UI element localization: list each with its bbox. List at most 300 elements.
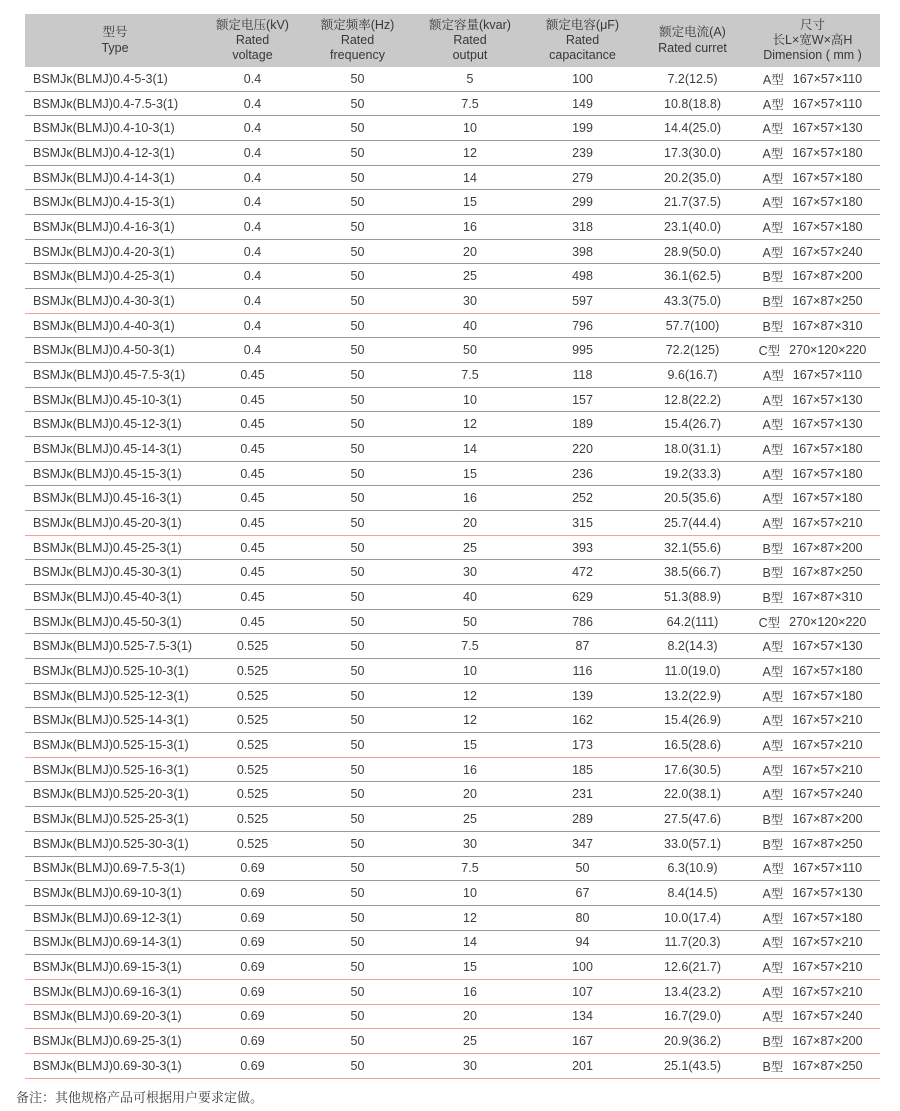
capacitance-cell: 252 (572, 491, 593, 506)
dimension-model: A型 (762, 664, 784, 679)
dimension-size: 167×57×210 (792, 984, 863, 999)
dimension-size: 167×57×180 (792, 491, 863, 506)
voltage-cell: 0.45 (240, 466, 265, 481)
table-row (25, 1054, 880, 1079)
type-cell: BSMJᴋ(BLMJ)0.4-10-3(1) (33, 121, 175, 136)
dimension-model: B型 (762, 541, 784, 556)
col-header-type (25, 14, 205, 67)
type-cell: BSMJᴋ(BLMJ)0.69-16-3(1) (33, 984, 182, 999)
dimension-size: 167×57×180 (792, 219, 863, 234)
type-cell: BSMJᴋ(BLMJ)0.45-7.5-3(1) (33, 367, 186, 382)
dimension-cell (745, 243, 880, 261)
voltage-cell: 0.525 (236, 787, 269, 802)
capacitance-cell: 220 (572, 441, 593, 456)
type-cell: BSMJᴋ(BLMJ)0.4-50-3(1) (33, 343, 175, 358)
type-cell: BSMJᴋ(BLMJ)0.69-30-3(1) (33, 1058, 182, 1073)
type-cell: BSMJᴋ(BLMJ)0.4-15-3(1) (33, 195, 175, 210)
frequency-cell: 50 (350, 960, 365, 975)
type-cell: BSMJᴋ(BLMJ)0.4-25-3(1) (33, 269, 175, 284)
type-cell: BSMJᴋ(BLMJ)0.525-14-3(1) (33, 713, 189, 728)
dimension-cell (745, 958, 880, 976)
dimension-model: A型 (762, 467, 784, 482)
capacitance-cell: 231 (572, 787, 593, 802)
frequency-cell: 50 (350, 836, 365, 851)
output-cell: 12 (463, 713, 477, 728)
type-cell: BSMJᴋ(BLMJ)0.525-12-3(1) (33, 688, 189, 703)
type-cell: BSMJᴋ(BLMJ)0.4-16-3(1) (33, 219, 175, 234)
dimension-size: 167×57×110 (792, 367, 863, 382)
current-cell: 15.4(26.9) (664, 713, 721, 728)
voltage-cell: 0.4 (243, 269, 262, 284)
dimension-model: A型 (762, 393, 784, 408)
output-cell: 5 (466, 71, 474, 86)
current-cell: 12.8(22.2) (664, 392, 721, 407)
current-cell: 7.2(12.5) (667, 71, 718, 86)
dimension-model: C型 (758, 615, 781, 630)
dimension-size: 167×57×180 (792, 910, 863, 925)
type-cell: BSMJᴋ(BLMJ)0.525-20-3(1) (33, 787, 189, 802)
col-header-capacitance (525, 14, 640, 67)
frequency-cell: 50 (350, 639, 365, 654)
frequency-cell: 50 (350, 1034, 365, 1049)
current-cell: 57.7(100) (665, 318, 720, 333)
capacitance-cell: 279 (572, 170, 593, 185)
frequency-cell: 50 (350, 935, 365, 950)
table-row (25, 955, 880, 980)
col-header-line: Rated (235, 32, 270, 47)
type-cell: BSMJᴋ(BLMJ)0.69-25-3(1) (33, 1034, 182, 1049)
voltage-cell: 0.69 (240, 1034, 265, 1049)
dimension-cell (745, 909, 880, 927)
capacitance-cell: 201 (572, 1058, 593, 1073)
dimension-model: A型 (762, 418, 784, 433)
dimension-model: A型 (762, 985, 784, 1000)
current-cell: 51.3(88.9) (664, 589, 721, 604)
dimension-model: A型 (762, 689, 784, 704)
capacitance-cell: 157 (572, 392, 593, 407)
col-header-line: 长L×宽W×高H (772, 32, 853, 47)
dimension-size: 167×87×310 (792, 589, 863, 604)
output-cell: 16 (463, 762, 477, 777)
col-header-line: 额定电流(A) (659, 25, 726, 40)
output-cell: 12 (463, 145, 477, 160)
capacitance-cell: 118 (572, 367, 593, 382)
type-cell: BSMJᴋ(BLMJ)0.45-30-3(1) (33, 565, 182, 580)
capacitance-cell: 139 (572, 688, 593, 703)
dimension-size: 167×87×200 (792, 1034, 863, 1049)
voltage-cell: 0.69 (240, 910, 265, 925)
capacitance-cell: 995 (572, 343, 593, 358)
output-cell: 16 (463, 219, 477, 234)
frequency-cell: 50 (350, 170, 365, 185)
voltage-cell: 0.45 (240, 515, 265, 530)
dimension-size: 167×57×110 (792, 71, 863, 86)
table-row (25, 215, 880, 240)
dimension-size: 167×57×180 (792, 441, 863, 456)
dimension-cell (745, 933, 880, 951)
table-row (25, 733, 880, 758)
dimension-size: 167×57×180 (792, 145, 863, 160)
capacitance-cell: 472 (572, 565, 593, 580)
table-header-row (25, 14, 880, 67)
current-cell: 20.2(35.0) (664, 170, 721, 185)
table-row (25, 289, 880, 314)
output-cell: 7.5 (461, 367, 479, 382)
dimension-size: 167×57×130 (792, 417, 863, 432)
dimension-size: 167×57×130 (792, 639, 863, 654)
dimension-size: 167×57×130 (792, 121, 863, 136)
dimension-cell (745, 267, 880, 285)
type-cell: BSMJᴋ(BLMJ)0.69-15-3(1) (33, 960, 182, 975)
frequency-cell: 50 (350, 1058, 365, 1073)
col-header-line: Type (101, 40, 129, 55)
current-cell: 25.1(43.5) (664, 1058, 721, 1073)
output-cell: 50 (463, 343, 477, 358)
type-cell: BSMJᴋ(BLMJ)0.525-25-3(1) (33, 811, 189, 826)
frequency-cell: 50 (350, 244, 365, 259)
voltage-cell: 0.69 (240, 935, 265, 950)
voltage-cell: 0.45 (240, 392, 265, 407)
dimension-size: 167×57×240 (792, 244, 863, 259)
frequency-cell: 50 (350, 1009, 365, 1024)
frequency-cell: 50 (350, 466, 365, 481)
col-header-line: Rated (453, 32, 487, 47)
dimension-size: 167×57×210 (792, 737, 863, 752)
type-cell: BSMJᴋ(BLMJ)0.45-16-3(1) (33, 491, 182, 506)
output-cell: 20 (463, 515, 477, 530)
table-row (25, 931, 880, 956)
output-cell: 16 (463, 491, 477, 506)
dimension-cell (745, 637, 880, 655)
dimension-model: A型 (762, 97, 784, 112)
type-cell: BSMJᴋ(BLMJ)0.45-10-3(1) (33, 392, 182, 407)
output-cell: 20 (463, 244, 477, 259)
table-row (25, 832, 880, 857)
dimension-model: A型 (762, 492, 784, 507)
output-cell: 30 (463, 836, 477, 851)
table-row (25, 67, 880, 92)
dimension-model: A型 (762, 714, 784, 729)
table-row (25, 486, 880, 511)
table-row (25, 412, 880, 437)
output-cell: 7.5 (461, 639, 479, 654)
frequency-cell: 50 (350, 984, 365, 999)
dimension-model: B型 (762, 590, 784, 605)
capacitance-cell: 796 (572, 318, 593, 333)
voltage-cell: 0.4 (243, 170, 262, 185)
col-header-line: voltage (232, 48, 273, 63)
current-cell: 33.0(57.1) (664, 836, 721, 851)
dimension-size: 167×87×200 (792, 811, 863, 826)
type-cell: BSMJᴋ(BLMJ)0.4-14-3(1) (33, 170, 175, 185)
dimension-cell (745, 391, 880, 409)
dimension-cell (745, 119, 880, 137)
frequency-cell: 50 (350, 713, 365, 728)
capacitance-cell: 236 (572, 466, 593, 481)
table-row (25, 462, 880, 487)
current-cell: 43.3(75.0) (664, 293, 721, 308)
dimension-size: 167×57×130 (792, 886, 863, 900)
voltage-cell: 0.4 (243, 145, 262, 160)
dimension-model: A型 (762, 368, 784, 383)
dimension-cell (745, 785, 880, 803)
capacitance-cell: 199 (572, 121, 593, 136)
col-header-voltage (205, 14, 300, 67)
frequency-cell: 50 (350, 762, 365, 777)
dimension-model: A型 (762, 122, 784, 137)
col-header-line: 额定电容(μF) (545, 17, 620, 32)
type-cell: BSMJᴋ(BLMJ)0.45-40-3(1) (33, 589, 182, 604)
dimension-model: B型 (762, 319, 784, 334)
output-cell: 10 (463, 663, 477, 678)
table-row (25, 1029, 880, 1054)
current-cell: 27.5(47.6) (664, 811, 721, 826)
dimension-cell (745, 736, 880, 754)
output-cell: 14 (463, 935, 477, 950)
output-cell: 20 (463, 787, 477, 802)
col-header-line: 尺寸 (799, 17, 825, 32)
col-header-line: Dimension ( mm ) (763, 48, 862, 63)
capacitance-cell: 347 (572, 836, 593, 851)
col-header-line: 额定频率(Hz) (320, 17, 395, 32)
dimension-cell (745, 489, 880, 507)
spec-table (25, 14, 880, 1079)
capacitance-cell: 149 (572, 96, 593, 111)
current-cell: 10.0(17.4) (664, 910, 721, 925)
dimension-cell (745, 613, 880, 631)
type-cell: BSMJᴋ(BLMJ)0.4-30-3(1) (33, 293, 175, 308)
type-cell: BSMJᴋ(BLMJ)0.69-14-3(1) (33, 935, 182, 950)
capacitance-cell: 173 (572, 737, 593, 752)
dimension-model: B型 (762, 1035, 784, 1050)
dimension-cell (745, 70, 880, 88)
current-cell: 72.2(125) (665, 343, 720, 358)
dimension-model: A型 (762, 171, 784, 186)
capacitance-cell: 100 (572, 960, 593, 975)
dimension-size: 167×87×250 (792, 1058, 863, 1073)
dimension-cell (745, 193, 880, 211)
dimension-size: 167×87×250 (792, 293, 863, 308)
table-row (25, 141, 880, 166)
col-header-line: 额定容量(kvar) (429, 17, 511, 32)
capacitance-cell: 162 (572, 713, 593, 728)
frequency-cell: 50 (350, 688, 365, 703)
type-cell: BSMJᴋ(BLMJ)0.45-50-3(1) (33, 614, 182, 629)
capacitance-cell: 597 (572, 293, 593, 308)
dimension-cell (745, 687, 880, 705)
col-header-line: frequency (330, 48, 385, 63)
dimension-cell (745, 761, 880, 779)
capacitance-cell: 134 (572, 1009, 593, 1024)
dimension-model: A型 (762, 640, 784, 655)
dimension-size: 167×57×210 (792, 960, 863, 975)
dimension-size: 167×57×180 (792, 663, 863, 678)
frequency-cell: 50 (350, 343, 365, 358)
dimension-size: 270×120×220 (789, 343, 867, 358)
frequency-cell: 50 (350, 71, 365, 86)
output-cell: 25 (463, 1034, 477, 1049)
dimension-cell (745, 859, 880, 877)
type-cell: BSMJᴋ(BLMJ)0.45-14-3(1) (33, 441, 182, 456)
capacitance-cell: 299 (572, 195, 593, 210)
output-cell: 7.5 (461, 96, 479, 111)
voltage-cell: 0.4 (243, 343, 262, 358)
dimension-model: A型 (762, 961, 784, 976)
dimension-cell (745, 884, 880, 902)
current-cell: 16.7(29.0) (664, 1009, 721, 1024)
frequency-cell: 50 (350, 910, 365, 925)
col-header-dimension (745, 14, 880, 67)
dimension-model: A型 (762, 738, 784, 753)
output-cell: 15 (463, 960, 477, 975)
voltage-cell: 0.45 (240, 614, 265, 629)
dimension-size: 167×57×180 (792, 170, 863, 185)
frequency-cell: 50 (350, 589, 365, 604)
current-cell: 16.5(28.6) (664, 737, 721, 752)
dimension-cell (745, 169, 880, 187)
table-row (25, 166, 880, 191)
frequency-cell: 50 (350, 269, 365, 284)
current-cell: 8.4(14.5) (667, 886, 718, 900)
type-cell: BSMJᴋ(BLMJ)0.525-7.5-3(1) (33, 639, 193, 654)
frequency-cell: 50 (350, 787, 365, 802)
voltage-cell: 0.4 (243, 121, 262, 136)
dimension-cell (745, 341, 880, 359)
capacitance-cell: 167 (572, 1034, 593, 1049)
output-cell: 7.5 (461, 861, 479, 876)
table-row (25, 511, 880, 536)
voltage-cell: 0.45 (240, 441, 265, 456)
table-row (25, 92, 880, 117)
dimension-size: 167×57×110 (792, 861, 863, 876)
type-cell: BSMJᴋ(BLMJ)0.45-20-3(1) (33, 515, 182, 530)
output-cell: 10 (463, 886, 477, 900)
frequency-cell: 50 (350, 318, 365, 333)
table-row (25, 708, 880, 733)
table-row (25, 1005, 880, 1030)
output-cell: 30 (463, 293, 477, 308)
frequency-cell: 50 (350, 417, 365, 432)
capacitance-cell: 80 (575, 910, 590, 925)
dimension-cell (745, 514, 880, 532)
current-cell: 20.9(36.2) (664, 1034, 721, 1049)
capacitance-cell: 239 (572, 145, 593, 160)
dimension-model: B型 (762, 270, 784, 285)
table-row (25, 610, 880, 635)
voltage-cell: 0.4 (243, 219, 262, 234)
dimension-cell (745, 366, 880, 384)
type-cell: BSMJᴋ(BLMJ)0.45-25-3(1) (33, 540, 182, 555)
capacitance-cell: 189 (572, 417, 593, 432)
frequency-cell: 50 (350, 392, 365, 407)
dimension-model: A型 (762, 862, 784, 877)
dimension-model: B型 (762, 294, 784, 309)
voltage-cell: 0.69 (240, 984, 265, 999)
capacitance-cell: 94 (575, 935, 590, 950)
frequency-cell: 50 (350, 540, 365, 555)
table-row (25, 758, 880, 783)
capacitance-cell: 87 (575, 639, 590, 654)
current-cell: 38.5(66.7) (664, 565, 721, 580)
voltage-cell: 0.69 (240, 1058, 265, 1073)
current-cell: 15.4(26.7) (664, 417, 721, 432)
capacitance-cell: 107 (572, 984, 593, 999)
dimension-size: 167×87×250 (792, 565, 863, 580)
table-body (25, 67, 880, 1079)
dimension-cell (745, 711, 880, 729)
dimension-cell (745, 662, 880, 680)
table-row (25, 585, 880, 610)
frequency-cell: 50 (350, 861, 365, 876)
dimension-cell (745, 95, 880, 113)
frequency-cell: 50 (350, 663, 365, 678)
dimension-size: 167×57×180 (792, 195, 863, 210)
current-cell: 23.1(40.0) (664, 219, 721, 234)
output-cell: 12 (463, 910, 477, 925)
voltage-cell: 0.4 (243, 318, 262, 333)
col-header-line: output (452, 48, 488, 63)
col-header-line: Rated curret (658, 40, 727, 55)
output-cell: 40 (463, 318, 477, 333)
frequency-cell: 50 (350, 491, 365, 506)
dimension-cell (745, 810, 880, 828)
capacitance-cell: 289 (572, 811, 593, 826)
type-cell: BSMJᴋ(BLMJ)0.4-7.5-3(1) (33, 96, 179, 111)
dimension-model: A型 (762, 1010, 784, 1025)
current-cell: 12.6(21.7) (664, 960, 721, 975)
frequency-cell: 50 (350, 293, 365, 308)
dimension-model: A型 (762, 245, 784, 260)
output-cell: 50 (463, 614, 477, 629)
output-cell: 10 (463, 392, 477, 407)
current-cell: 36.1(62.5) (664, 269, 721, 284)
dimension-size: 167×87×250 (792, 836, 863, 851)
voltage-cell: 0.69 (240, 960, 265, 975)
table-row (25, 536, 880, 561)
dimension-model: A型 (762, 196, 784, 211)
dimension-model: A型 (762, 936, 784, 951)
table-row (25, 264, 880, 289)
voltage-cell: 0.45 (240, 367, 265, 382)
frequency-cell: 50 (350, 219, 365, 234)
voltage-cell: 0.4 (243, 71, 262, 86)
current-cell: 28.9(50.0) (664, 244, 721, 259)
dimension-model: B型 (762, 566, 784, 581)
frequency-cell: 50 (350, 565, 365, 580)
type-cell: BSMJᴋ(BLMJ)0.4-20-3(1) (33, 244, 175, 259)
dimension-size: 167×57×110 (792, 96, 863, 111)
frequency-cell: 50 (350, 886, 365, 900)
voltage-cell: 0.45 (240, 565, 265, 580)
type-cell: BSMJᴋ(BLMJ)0.69-12-3(1) (33, 910, 182, 925)
type-cell: BSMJᴋ(BLMJ)0.45-15-3(1) (33, 466, 182, 481)
current-cell: 21.7(37.5) (664, 195, 721, 210)
frequency-cell: 50 (350, 96, 365, 111)
voltage-cell: 0.525 (236, 688, 269, 703)
current-cell: 32.1(55.6) (664, 540, 721, 555)
table-row (25, 388, 880, 413)
voltage-cell: 0.525 (236, 737, 269, 752)
col-header-line: 额定电压(kV) (216, 17, 289, 32)
table-row (25, 560, 880, 585)
current-cell: 9.6(16.7) (667, 367, 718, 382)
dimension-size: 167×57×240 (792, 787, 863, 802)
voltage-cell: 0.525 (236, 663, 269, 678)
dimension-model: B型 (762, 1059, 784, 1074)
table-row (25, 314, 880, 339)
output-cell: 12 (463, 688, 477, 703)
voltage-cell: 0.69 (240, 861, 265, 876)
